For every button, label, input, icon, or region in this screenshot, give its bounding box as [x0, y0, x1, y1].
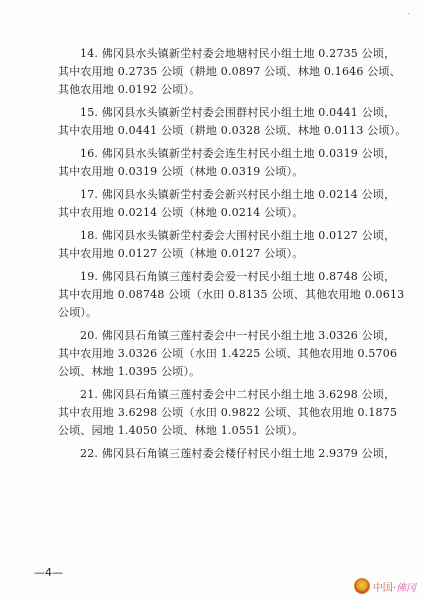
watermark-text	[373, 579, 416, 594]
text-line: 19. 佛冈县石角镇三莲村委会爱一村民小组土地 0.8748 公顷，	[80, 270, 396, 283]
text-line: 其中农用地 3.6298 公顷（水田 0.9822 公顷、其他农用地 0.1875	[58, 406, 398, 419]
text-line: 18. 佛冈县水头镇新坣村委会大围村民小组土地 0.0127 公顷，	[80, 229, 396, 242]
text-line: 20. 佛冈县石角镇三莲村委会中一村民小组土地 3.0326 公顷，	[80, 329, 396, 342]
text-line: 其中农用地 0.0127 公顷（林地 0.0127 公顷）。	[58, 247, 304, 260]
text-line: 14. 佛冈县水头镇新坣村委会地塘村民小组土地 0.2735 公顷，	[80, 47, 396, 60]
text-line: 其中农用地 3.0326 公顷（水田 1.4225 公顷、其他农用地 0.5706	[58, 347, 398, 360]
text-line: 其中农用地 0.0319 公顷（林地 0.0319 公顷）。	[58, 165, 304, 178]
text-line: 公顷、园地 1.4050 公顷、林地 1.0551 公顷）。	[58, 424, 304, 437]
text-line: 15. 佛冈县水头镇新坣村委会围群村民小组土地 0.0441 公顷，	[80, 106, 396, 119]
text-line: 公顷）。	[58, 306, 98, 319]
text-line: 其中农用地 0.2735 公顷（耕地 0.0897 公顷、林地 0.1646 公顷、	[58, 65, 401, 78]
text-line: 17. 佛冈县水头镇新坣村委会新兴村民小组土地 0.0214 公顷，	[80, 188, 396, 201]
national-emblem-icon	[354, 578, 370, 594]
text-line: 其中农用地 0.08748 公顷（水田 0.8135 公顷、其他农用地 0.0613	[58, 288, 405, 301]
text-line: 22. 佛冈县石角镇三莲村委会楼仔村民小组土地 2.9379 公顷，	[80, 447, 396, 460]
text-line: 公顷、林地 1.0395 公顷）。	[58, 365, 201, 378]
text-line: 其中农用地 0.0214 公顷（林地 0.0214 公顷）。	[58, 206, 304, 219]
text-line: 其他农用地 0.0192 公顷）。	[58, 83, 201, 96]
site-watermark	[354, 578, 416, 594]
corner-mark: ·	[407, 10, 410, 18]
text-line: 其中农用地 0.0441 公顷（耕地 0.0328 公顷、林地 0.0113 公顷）。	[58, 124, 407, 137]
watermark-text-part1: 中国·	[372, 582, 396, 594]
text-line: 16. 佛冈县水头镇新坣村委会连生村民小组土地 0.0319 公顷，	[80, 147, 396, 160]
watermark-text-part2: 佛冈	[396, 582, 416, 594]
page-number: —4—	[34, 566, 63, 579]
document-body	[58, 45, 407, 463]
text-line: 21. 佛冈县石角镇三莲村委会中二村民小组土地 3.6298 公顷，	[80, 388, 396, 401]
